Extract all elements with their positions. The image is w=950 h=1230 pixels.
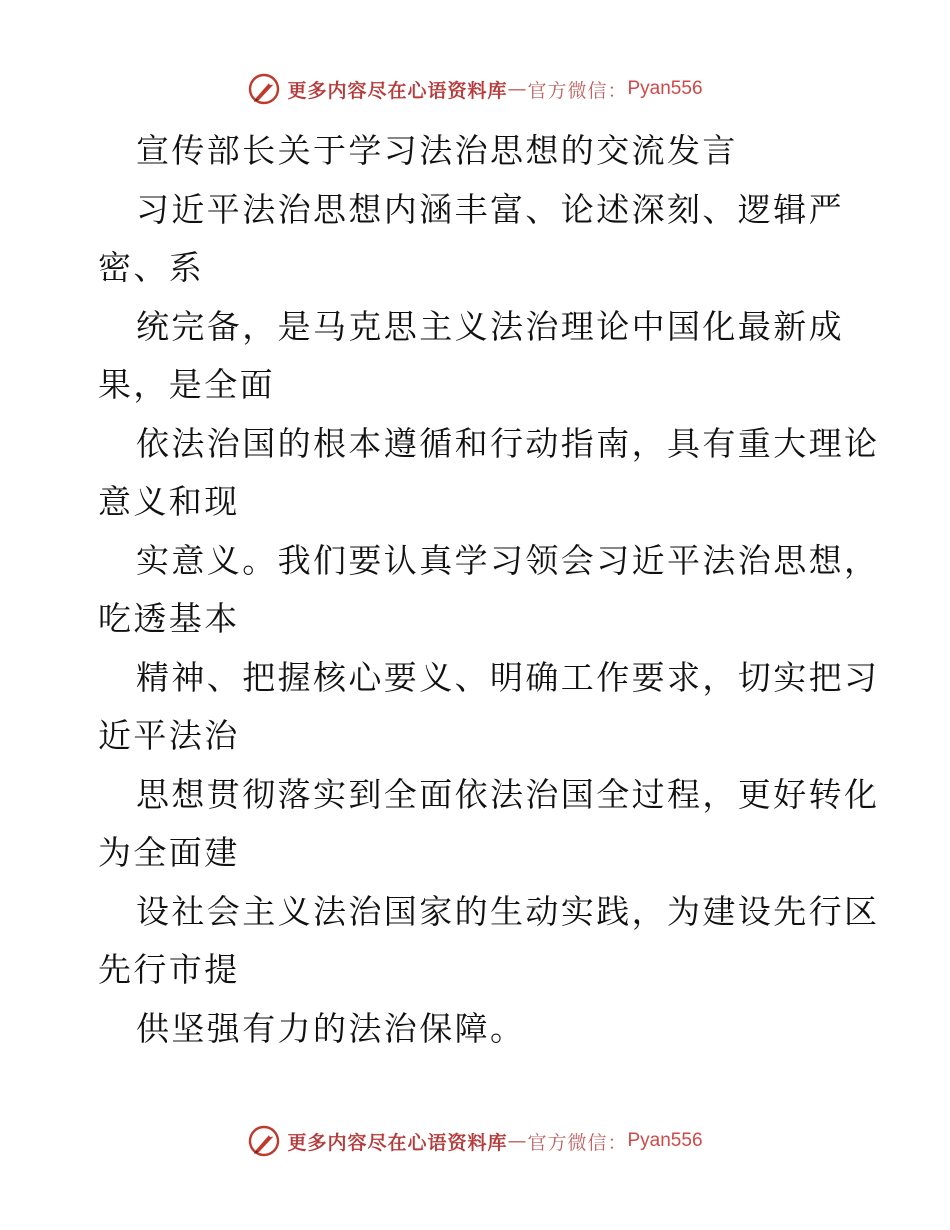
watermark-separator: — xyxy=(507,78,528,100)
watermark-header xyxy=(0,72,950,106)
document-line: 意义和现 xyxy=(98,482,240,521)
document-line: 密、系 xyxy=(98,248,205,287)
document-line: 供坚强有力的法治保障。 xyxy=(136,1008,526,1048)
document-line: 统完备，是马克思主义法治理论中国化最新成 xyxy=(136,306,844,346)
watermark-suffix-text: 官方微信： xyxy=(527,1131,628,1154)
watermark-wechat-id: Pyan556 xyxy=(627,78,703,99)
watermark-separator: — xyxy=(507,1130,528,1152)
document-line: 设社会主义法治国家的生动实践，为建设先行区 xyxy=(136,891,880,931)
document-line: 先行市提 xyxy=(98,950,240,989)
watermark-footer xyxy=(0,1124,950,1158)
document-line: 果，是全面 xyxy=(98,365,275,404)
document-line: 习近平法治思想内涵丰富、论述深刻、逻辑严 xyxy=(136,189,844,229)
document-line: 近平法治 xyxy=(98,716,240,755)
document-line: 精神、把握核心要义、明确工作要求，切实把习 xyxy=(136,657,880,697)
pen-logo-icon xyxy=(247,1124,281,1158)
document-line: 实意义。我们要认真学习领会习近平法治思想， xyxy=(136,540,880,580)
pen-logo-icon xyxy=(247,72,281,106)
document-line: 思想贯彻落实到全面依法治国全过程，更好转化 xyxy=(136,774,880,814)
document-line: 依法治国的根本遵循和行动指南，具有重大理论 xyxy=(136,423,880,463)
document-line: 为全面建 xyxy=(98,833,240,872)
watermark-main-text: 更多内容尽在心语资料库 xyxy=(287,79,508,102)
watermark-suffix-text: 官方微信： xyxy=(527,79,628,102)
document-line: 宣传部长关于学习法治思想的交流发言 xyxy=(136,131,738,170)
document-line: 吃透基本 xyxy=(98,599,240,638)
document-body xyxy=(98,122,880,1058)
watermark-main-text: 更多内容尽在心语资料库 xyxy=(287,1131,508,1154)
watermark-wechat-id: Pyan556 xyxy=(627,1130,703,1151)
